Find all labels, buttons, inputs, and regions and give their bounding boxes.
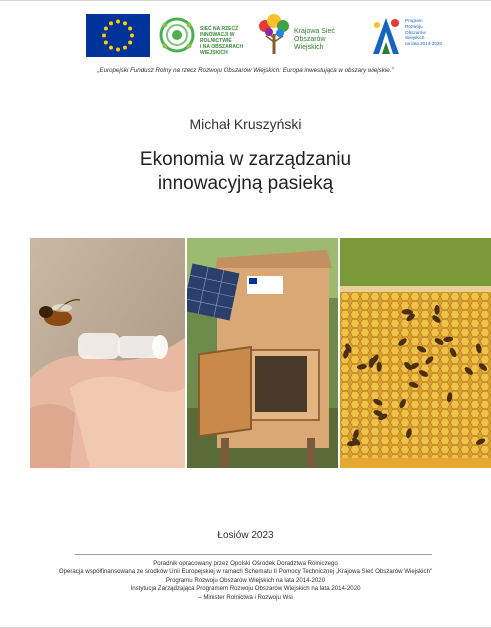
top-border (0, 0, 491, 1)
prow-logo (369, 12, 449, 58)
title-line-1: Ekonomia w zarządzaniu (139, 149, 352, 170)
bee-on-hand-photo (30, 238, 185, 468)
fund-tagline: „Europejski Fundusz Rolny na rzecz Rozwoju Obszarów Wiejskich: Europa inwestująca w obszary wiejskie." (97, 67, 394, 74)
prow-text: Program Rozwoju Obszarów Wiejskich na lata 2014-2020 (405, 18, 443, 47)
footer-line-2: Operacja współfinansowana ze środków Unii Europejskiej w ramach Schematu II Pomocy Technicznej „Krajowa Sieć Obszarów Wiejskich" (58, 568, 433, 576)
sponsor-logos (86, 12, 446, 62)
eu-flag-icon (86, 14, 150, 57)
footer-line-1: Poradnik opracowany przez Opolski Ośrodek Doradztwa Rolniczego (153, 560, 338, 567)
footer-divider (75, 554, 432, 555)
footer-line-5: – Minister Rolnictwa i Rozwoju Wsi (198, 593, 293, 601)
solar-beehive-photo (187, 238, 338, 468)
honeycomb-bees-photo (340, 238, 491, 468)
ksow-tree-logo (256, 12, 356, 58)
footer-credits (0, 560, 491, 602)
author-name: Michał Kruszyński (189, 116, 302, 132)
footer-line-4: Instytucja Zarządzająca Programem Rozwoju Obszarów Wiejskich na lata 2014-2020 (130, 585, 361, 593)
place-and-year: Łosiów 2023 (217, 530, 274, 541)
ksow-text: Krajowa Sieć Obszarów Wiejskich (294, 28, 335, 51)
document-title (0, 148, 491, 196)
ksow-innovation-network-logo (158, 12, 258, 58)
innovation-network-text: SIEĆ NA RZECZ INNOWACJI W ROLNICTWIE I NA OBSZARACH WIEJSKICH (200, 26, 244, 56)
title-line-2: innowacyjną pasieką (157, 173, 334, 194)
footer-line-3: Programu Rozwoju Obszarów Wiejskich na lata 2014-2020 (165, 576, 326, 584)
